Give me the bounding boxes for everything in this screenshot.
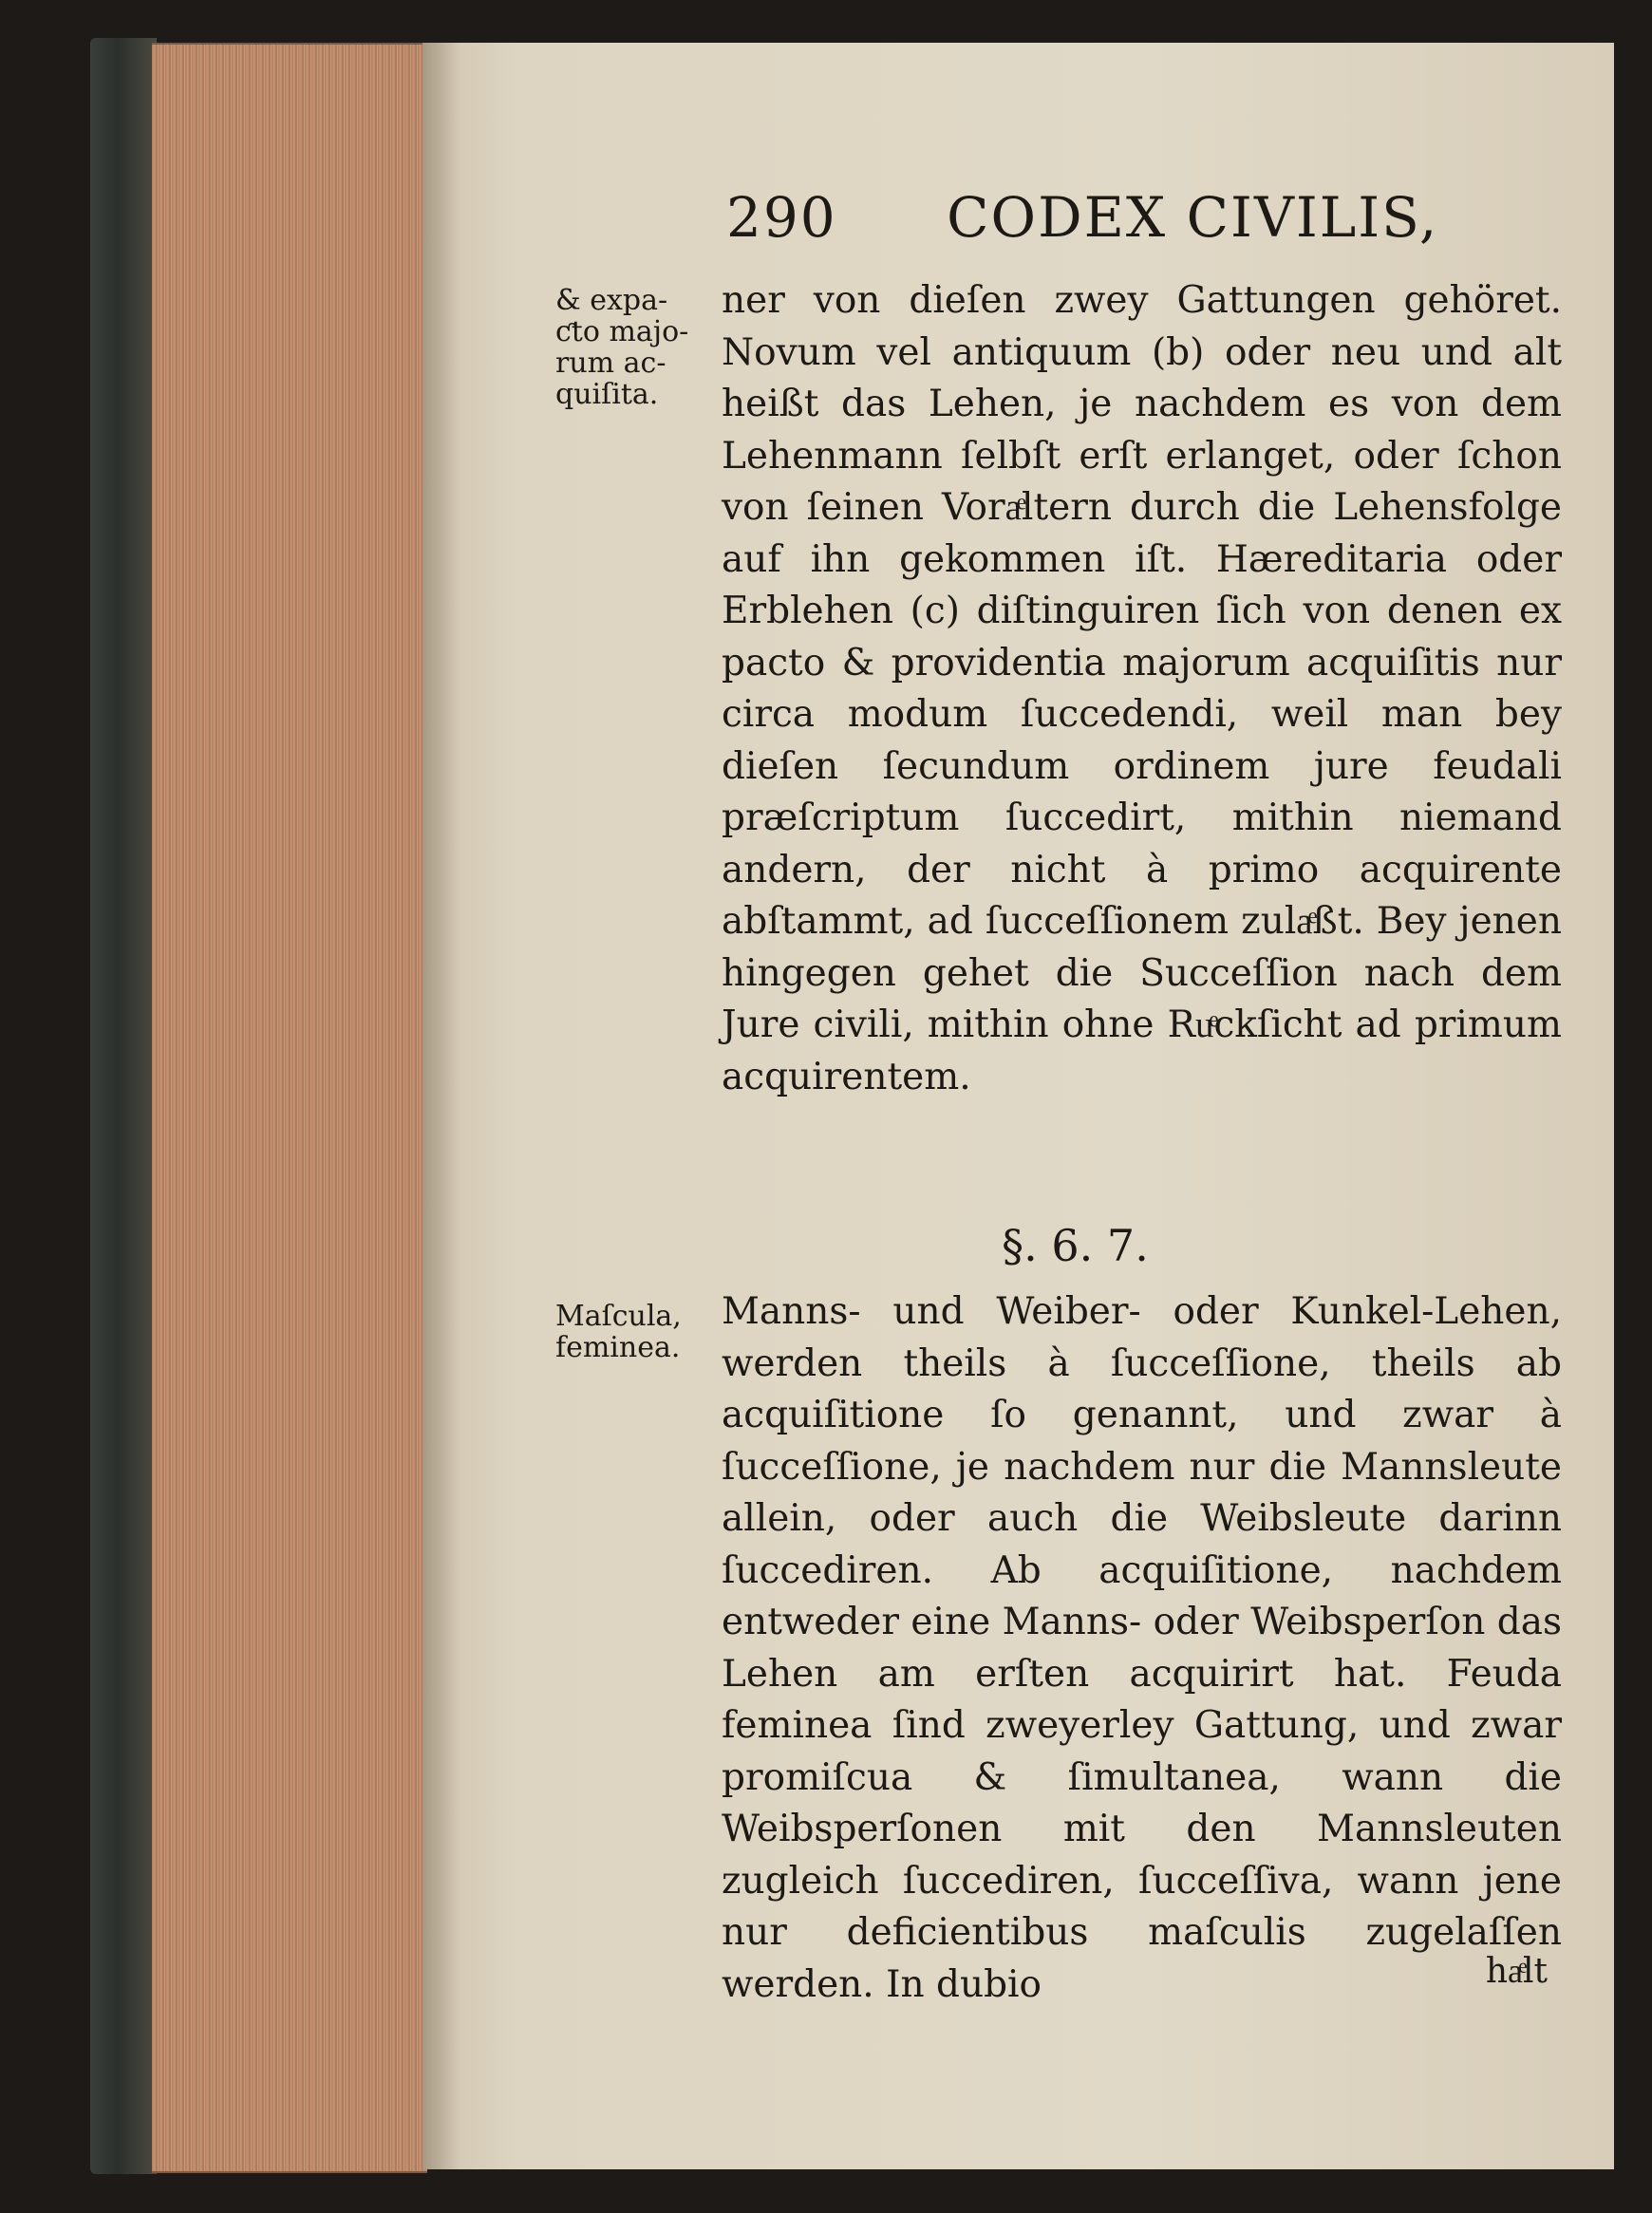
margin-note-mascula: Maſcula, feminea. [555, 1300, 682, 1364]
page-edges [152, 43, 427, 2173]
margin-note-acquisita: & expa- ƈto majo- rum ac- quiſita. [555, 284, 689, 411]
gutter-shadow [422, 43, 460, 2169]
section-heading: §. 6. 7. [1002, 1220, 1149, 1271]
running-title: CODEX CIVILIS, [947, 185, 1439, 250]
catchword: haͤlt [1485, 1952, 1548, 1991]
paragraph-feudum-novum: ner von dieſen zwey Gattungen gehöret. Novum vel antiquum (b) oder neu und alt heißt das Lehen, je nachdem es von dem Lehenmann ſelbſt erſt erlanget, oder ſchon von ſeinen Voraͤltern durch die Lehensfolge auf ihn gekommen iſt. Hæreditaria oder Erblehen (c) diſtinguiren ſich von denen ex pacto & providentia majorum acquiſitis nur circa modum ſuccedendi, weil man bey dieſen ſecundum ordinem jure feudali præſcriptum ſuccedirt, mithin niemand andern, der nicht à primo acquirente abſtammt, ad ſucceſſionem zulaͤßt. Bey jenen hingegen gehet die Succeſſion nach dem Jure civili, mithin ohne Ruͤckſicht ad primum acquirentem. [722, 279, 1562, 1098]
book-page [422, 43, 1614, 2169]
page-header [726, 185, 1438, 250]
paragraph-feudum-femineum: Manns- und Weiber- oder Kunkel-Lehen, werden theils à ſucceſſione, theils ab acquiſitione ſo genannt, und zwar à ſucceſſione, je nachdem nur die Mannsleute allein, oder auch die Weibsleute darinn ſuccediren. Ab acquiſitione, nachdem entweder eine Manns- oder Weibsperſon das Lehen am erſten acquirirt hat. Feuda feminea ſind zweyerley Gattung, und zwar promiſcua & ſimultanea, wann die Weibsperſonen mit den Mannsleuten zugleich ſuccediren, ſucceſſiva, wann jene nur deficientibus maſculis zugelaſſen werden. In dubio [722, 1290, 1562, 2006]
book-cover [90, 38, 157, 2174]
page-number: 290 [726, 185, 837, 250]
